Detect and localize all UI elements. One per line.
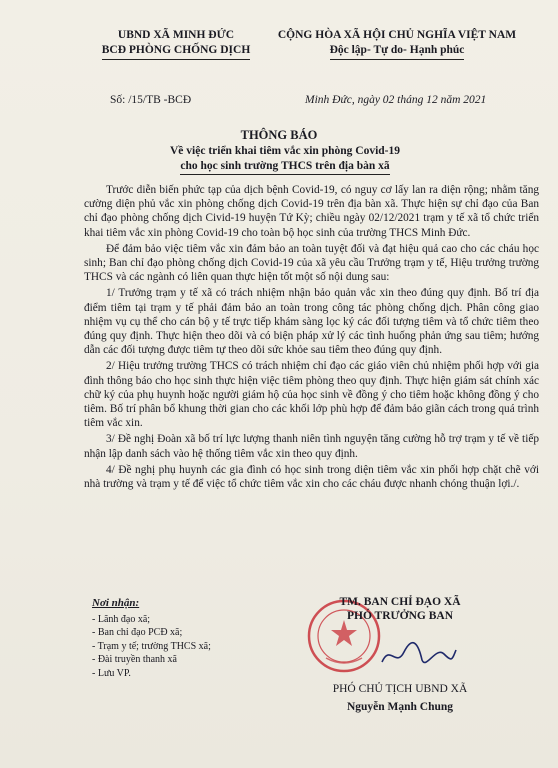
recipients-label: Nơi nhận: xyxy=(92,597,140,609)
document-subtitle xyxy=(120,144,450,175)
document-number: Số: /15/TB -BCĐ xyxy=(110,94,192,106)
signer-organization: TM. BAN CHỈ ĐẠO XÃ xyxy=(339,596,461,608)
signature-block xyxy=(300,595,500,713)
paragraph-intro: Trước diễn biến phức tạp của dịch bệnh Covid-19, có nguy cơ lấy lan ra diện rộng; nhằm tăng cường diện phủ vắc xin phòng chống dịch Covid-19 trên địa bàn xã. Thực hiện sự chỉ đạo của Ban chỉ đạo phòng chống dịch Civid-19 huyện Tứ Kỳ; chiều ngày 02/12/2021 trạm y tế xã tổ chức triển khai tiêm vắc xin phòng Covid-19 cho toàn bộ học sinh của trường THCS Minh Đức. xyxy=(84,184,539,239)
subtitle-line-1: Về việc triển khai tiêm vắc xin phòng Covid-19 xyxy=(170,145,400,157)
recipient-item: - Lãnh đạo xã; xyxy=(92,613,151,625)
paragraph-item-2: 2/ Hiệu trưởng trường THCS có trách nhiệm chỉ đạo các giáo viên chủ nhiệm phối hợp với gia đình thông báo cho học sinh thực hiện việc tiêm phòng theo quy định. Thực hiện giám sát chính xác chữ ký của phụ huynh hoặc người giám hộ của học sinh về đồng ý cho tiêm hoặc không đồng ý cho tiêm. Bố trí phân bổ khung thời gian cho các khối lớp phù hợp để đảm bảo giãn cách trong quá trình tiêm vắc xin. xyxy=(84,360,539,430)
national-motto xyxy=(262,28,532,60)
recipient-item: - Lưu VP. xyxy=(92,667,131,679)
document-date: Minh Đức, ngày 02 tháng 12 năm 2021 xyxy=(305,94,487,106)
recipient-item: - Ban chỉ đạo PCĐ xã; xyxy=(92,627,183,638)
issuing-agency xyxy=(96,28,256,60)
paragraph-item-4: 4/ Đề nghị phụ huynh các gia đình có học sinh trong diện tiêm vắc xin phối hợp chặt chẽ với nhà trường và trạm y tế để việc tổ chức tiêm vắc xin cho các cháu được nhanh chóng thuận lợi./. xyxy=(84,463,539,491)
paragraph-item-1: 1/ Trưởng trạm y tế xã có trách nhiệm nhận bảo quản vắc xin theo đúng quy định. Bố trí địa điểm tiêm tại trạm y tế phải đảm bảo an toàn trong công tác phòng chống dịch. Phân công giao nhiệm vụ cụ thể cho cán bộ y tế trực tiếp khám sàng lọc ký các đối tượng tiêm và tổ chức tiêm theo đúng quy định. Thực hiện theo dõi và có biện pháp xử lý các tình huống phản ứng sau tiêm; hướng dẫn các đối tượng được tiêm tự theo dõi sức khỏe sau tiêm theo đúng quy định. xyxy=(84,287,539,357)
recipients-block xyxy=(92,597,292,680)
paragraph-requirement: Để đảm bảo việc tiêm vắc xin đảm bảo an toàn tuyệt đối và đạt hiệu quả cao cho các cháu học sinh; Ban chỉ đạo phòng chống dịch Covid-19 của xã yêu cầu Trưởng trạm y tế, Hiệu trưởng trường THCS và các ngành có liên quan thực hiện tốt một số nội dung sau: xyxy=(84,242,539,284)
signer-position: PHÓ CHỦ TỊCH UBND XÃ xyxy=(332,683,468,695)
recipient-item: - Đài truyền thanh xã xyxy=(92,654,177,665)
recipient-item: - Trạm y tế; trường THCS xã; xyxy=(92,640,211,652)
nation-name: CỘNG HÒA XÃ HỘI CHỦ NGHĨA VIỆT NAM xyxy=(277,29,517,41)
subtitle-line-2: cho học sinh trường THCS trên địa bàn xã xyxy=(180,159,389,175)
motto: Độc lập- Tự do- Hạnh phúc xyxy=(330,43,465,60)
signer-name: Nguyễn Mạnh Chung xyxy=(346,701,454,713)
agency-name: UBND XÃ MINH ĐỨC xyxy=(117,29,235,41)
document-body xyxy=(84,183,539,493)
signer-role: PHÓ TRƯỞNG BAN xyxy=(346,610,454,622)
paragraph-item-3: 3/ Đề nghị Đoàn xã bố trí lực lượng thanh niên tình nguyện tăng cường hỗ trợ trạm y tế về tiếp nhận lập danh sách vào hệ thống tiêm vắc xin theo quy định. xyxy=(84,433,539,460)
document-title: THÔNG BÁO xyxy=(240,128,318,142)
agency-subunit: BCĐ PHÒNG CHỐNG DỊCH xyxy=(102,43,251,60)
